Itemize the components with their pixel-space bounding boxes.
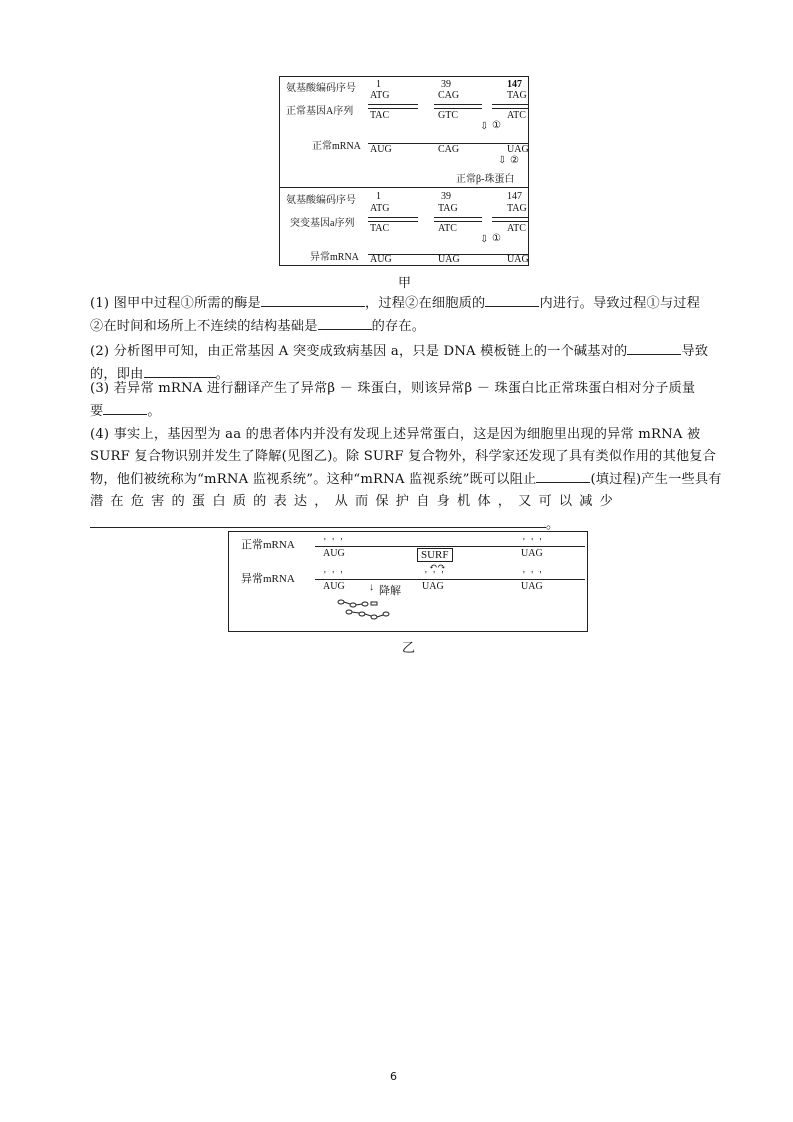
- answer-blank[interactable]: [261, 292, 365, 307]
- dna-strand-line: [368, 104, 418, 105]
- mrna-codon-147-top: UAG: [507, 144, 529, 155]
- mrna-label-bottom: 异常mRNA: [310, 252, 359, 263]
- figure-yi-caption: 乙: [402, 641, 416, 656]
- pos-147-top: 147: [507, 79, 522, 90]
- dna-strand-line: [434, 221, 482, 222]
- page-number: 6: [390, 1070, 397, 1083]
- mrna-codon-39-top: CAG: [438, 144, 460, 155]
- question-text: (4) 事实上，基因型为 aa 的患者体内并没有发现上述异常蛋白，这是因为细胞里出现的异常 mRNA 被: [90, 427, 701, 442]
- pos-1-bottom: 1: [376, 191, 381, 202]
- abnormal-mrna-line: [315, 579, 585, 580]
- step-1-bottom: ①: [492, 233, 501, 244]
- header-label-bottom: 氨基酸编码序号: [286, 195, 356, 206]
- question-text: 。: [546, 517, 560, 532]
- template-codon-39-top: GTC: [438, 110, 458, 121]
- pos-1-top: 1: [376, 79, 381, 90]
- step-2-top: ②: [510, 155, 519, 166]
- coding-codon-147-bottom: TAG: [507, 203, 527, 214]
- question-text: 的存在。: [371, 319, 426, 334]
- answer-blank[interactable]: [627, 340, 681, 355]
- mrna-codon-1-top: AUG: [370, 144, 392, 155]
- coding-codon-39-top: CAG: [438, 90, 460, 101]
- question-text: ，过程②在细胞质的: [364, 296, 486, 311]
- question-text: 。: [147, 404, 161, 419]
- answer-blank[interactable]: [536, 468, 590, 483]
- normal-mrna-line: [315, 546, 585, 547]
- question-text: 的，即由: [90, 367, 144, 382]
- mrna-label-top: 正常mRNA: [312, 141, 361, 152]
- coding-codon-39-bottom: TAG: [438, 203, 458, 214]
- curved-arrow-icon: ↶↷: [429, 562, 446, 573]
- abnormal-codon-uag-2: UAG: [521, 581, 543, 592]
- question-text: 。: [215, 367, 229, 382]
- question-4: [90, 424, 730, 536]
- figure-jia-caption: 甲: [398, 276, 412, 291]
- codon-tick: ' ' ': [523, 570, 544, 581]
- question-text: (1) 图甲中过程①所需的酶是: [90, 296, 261, 311]
- coding-codon-1-bottom: ATG: [370, 203, 390, 214]
- figure-yi: [228, 531, 588, 632]
- figure-divider: [280, 187, 528, 188]
- dna-strand-line: [368, 221, 418, 222]
- answer-blank[interactable]: [485, 292, 539, 307]
- pos-39-top: 39: [441, 79, 451, 90]
- down-arrow-icon: ⇩: [480, 121, 489, 132]
- question-text: (3) 若异常 mRNA 进行翻译产生了异常β － 珠蛋白，则该异常β － 珠蛋白比正常珠蛋白相对分子质量: [90, 381, 696, 396]
- template-codon-147-bottom: ATC: [507, 223, 526, 234]
- down-arrow-icon: ↓: [369, 582, 374, 593]
- answer-blank[interactable]: [90, 513, 546, 528]
- gene-label-top: 正常基因A序列: [286, 106, 354, 117]
- protein-label: 正常β-珠蛋白: [456, 174, 515, 185]
- surf-complex-box: SURF: [417, 548, 453, 562]
- question-text: (填过程)产生一些具有: [590, 472, 722, 487]
- mrna-codon-1-bottom: AUG: [370, 254, 392, 265]
- answer-blank[interactable]: [103, 400, 147, 415]
- dna-strand-line: [434, 217, 482, 218]
- dna-strand-line: [492, 104, 528, 105]
- template-codon-147-top: ATC: [507, 110, 526, 121]
- abnormal-codon-uag-1: UAG: [422, 581, 444, 592]
- mrna-codon-147-bottom: UAG: [507, 254, 529, 265]
- question-text: SURF 复合物识别并发生了降解(见图乙)。除 SURF 复合物外，科学家还发现了具有类似作用的其他复合: [90, 449, 717, 464]
- header-label-top: 氨基酸编码序号: [286, 83, 356, 94]
- question-text: 内进行。导致过程①与过程: [539, 296, 701, 311]
- mrna-codon-39-bottom: UAG: [438, 254, 460, 265]
- question-text: ②在时间和场所上不连续的结构基础是: [90, 319, 318, 334]
- question-text: 导致: [681, 344, 709, 359]
- dna-strand-line: [492, 221, 528, 222]
- question-3: [90, 378, 730, 423]
- question-1: [90, 292, 730, 338]
- degrade-label: 降解: [379, 585, 401, 597]
- pos-39-bottom: 39: [441, 191, 451, 202]
- dna-strand-line: [492, 217, 528, 218]
- dna-strand-line: [368, 108, 418, 109]
- pos-147-bottom: 147: [507, 191, 522, 202]
- degraded-fragments-icon: [335, 596, 415, 622]
- normal-codon-aug: AUG: [323, 548, 345, 559]
- dna-strand-line: [434, 108, 482, 109]
- abnormal-mrna-label: 异常mRNA: [241, 573, 295, 585]
- dna-strand-line: [434, 104, 482, 105]
- down-arrow-icon: ⇩: [480, 234, 489, 245]
- down-arrow-icon: ⇩: [498, 155, 507, 166]
- dna-strand-line: [368, 217, 418, 218]
- normal-codon-uag: UAG: [521, 548, 543, 559]
- normal-mrna-label: 正常mRNA: [241, 539, 295, 551]
- gene-label-bottom: 突变基因a序列: [290, 218, 355, 229]
- answer-blank[interactable]: [318, 315, 372, 330]
- dna-strand-line: [492, 108, 528, 109]
- question-text: 物，他们被统称为“mRNA 监视系统”。这种“mRNA 监视系统”既可以阻止: [90, 472, 537, 487]
- codon-tick: ' ' ': [425, 570, 446, 581]
- abnormal-codon-aug: AUG: [323, 581, 345, 592]
- figure-jia: [279, 76, 529, 266]
- coding-codon-1-top: ATG: [370, 90, 390, 101]
- step-1-top: ①: [492, 120, 501, 131]
- codon-tick: ' ' ': [324, 537, 345, 548]
- coding-codon-147-top: TAG: [507, 90, 527, 101]
- question-text: (2) 分析图甲可知，由正常基因 A 突变成致病基因 a，只是 DNA 模板链上的一个碱基对的: [90, 344, 628, 359]
- template-codon-1-bottom: TAC: [370, 223, 390, 234]
- codon-tick: ' ' ': [324, 570, 345, 581]
- answer-blank[interactable]: [144, 363, 216, 378]
- question-text: 潜在危害的蛋白质的表达，从而保护自身机体，又可以减少: [90, 494, 621, 509]
- template-codon-1-top: TAC: [370, 110, 390, 121]
- question-text: 要: [90, 404, 104, 419]
- template-codon-39-bottom: ATC: [438, 223, 457, 234]
- codon-tick: ' ' ': [523, 537, 544, 548]
